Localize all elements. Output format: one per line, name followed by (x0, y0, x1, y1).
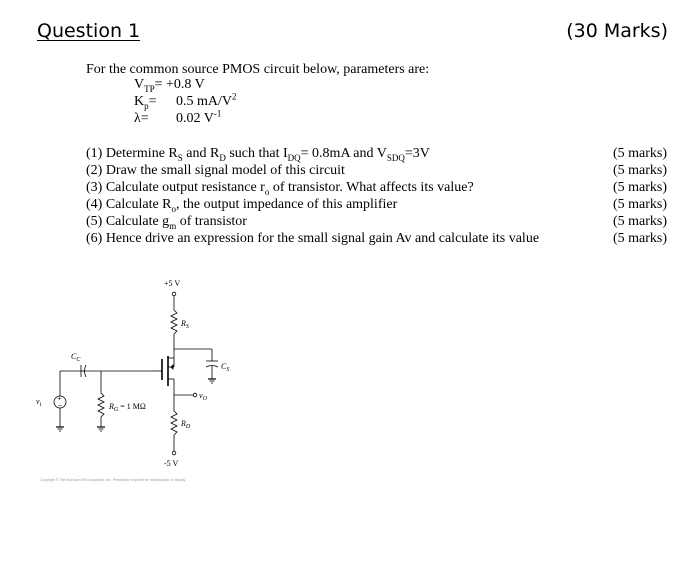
marks-list (613, 145, 667, 247)
copyright-note: Copyright © The McGraw-Hill Companies, Inc. Permission required for reproduction or display. (40, 478, 187, 482)
task-list (86, 145, 539, 247)
intro-text: For the common source PMOS circuit below, parameters are: (86, 62, 430, 77)
param-lambda-symbol: λ= (134, 111, 149, 126)
task-5: (5) Calculate $g_m$ of transistor (86, 214, 247, 231)
vo-terminal (193, 393, 197, 397)
param-kp-symbol: $K_p=$ (134, 94, 157, 111)
task-2: (2) Draw the small signal model of this circuit (86, 163, 345, 178)
cc-label: $C_C$ (71, 352, 81, 363)
vi-minus-sign: – (58, 400, 62, 409)
marks-4: (5 marks) (613, 197, 668, 212)
vminus-label: -5 V (164, 459, 179, 468)
task-6: (6) Hence drive an expression for the small signal gain Av and calculate its value (86, 231, 540, 246)
vi-label: $v_i$ (36, 397, 42, 408)
rs-label: $R_S$ (181, 319, 189, 330)
vplus-terminal (172, 292, 176, 296)
rs-resistor (171, 310, 177, 334)
task-1: (1) Determine $R_S$ and $R_D$ such that $I_{DQ}= 0.8mA$ and $V_{SDQ}=3V$ (86, 146, 430, 163)
rg-resistor (98, 393, 104, 417)
vminus-terminal (172, 451, 176, 455)
param-kp-value: 0.5 $mA/V^2$ (176, 91, 237, 109)
marks-1: (5 marks) (613, 146, 668, 161)
marks-5: (5 marks) (613, 214, 668, 229)
vplus-label: +5 V (164, 279, 181, 288)
marks-3: (5 marks) (613, 180, 668, 195)
param-vtp-symbol: $V_{TP}= +0.8$ V (134, 77, 205, 94)
rg-label: $R_G = 1$ MΩ (109, 402, 146, 413)
param-lambda-value: 0.02 $V^{-1}$ (176, 108, 222, 126)
vo-label: $v_O$ (199, 391, 207, 402)
rd-resistor (171, 411, 177, 435)
question-title: Question 1 (37, 20, 141, 42)
marks-6: (5 marks) (613, 231, 668, 246)
marks-2: (5 marks) (613, 163, 668, 178)
question-marks: (30 Marks) (566, 20, 668, 42)
cs-label: $C_S$ (221, 362, 230, 373)
task-3: (3) Calculate output resistance $r_o$ of transistor. What affects its value? (86, 180, 474, 197)
task-4: (4) Calculate $R_o$, the output impedance of this amplifier (86, 197, 398, 214)
pmos-circuit-diagram (15, 275, 265, 490)
rd-label: $R_D$ (181, 419, 191, 430)
vi-plus-sign: + (57, 394, 62, 403)
